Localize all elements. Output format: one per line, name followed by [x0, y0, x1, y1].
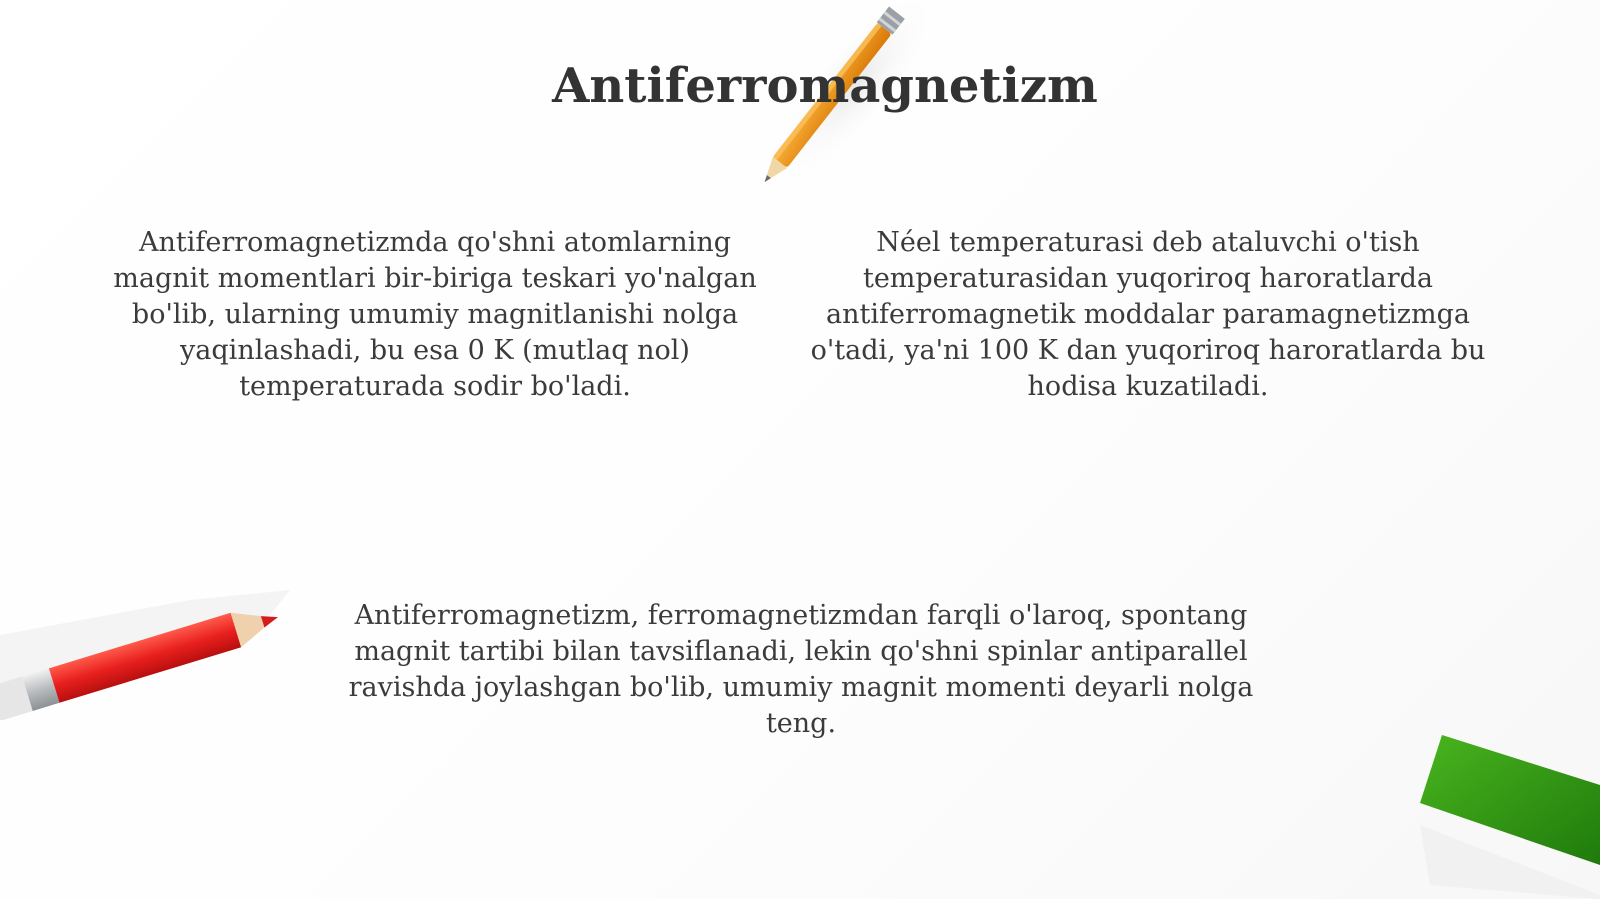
page-title: Antiferromagnetizm — [552, 58, 1098, 114]
paragraph-right: Néel temperaturasi deb ataluvchi o'tish temperaturasidan yuqoriroq haroratlarda antiferromagnetik moddalar paramagnetizmga o'tadi, ya'ni 100 K dan yuqoriroq haroratlarda bu hodisa kuzatiladi. — [810, 227, 1486, 402]
red-pencil-icon — [0, 580, 300, 720]
green-block-icon — [1420, 735, 1600, 899]
paragraph-left: Antiferromagnetizmda qo'shni atomlarning magnit momentlari bir-biriga teskari yo'nalgan bo'lib, ularning umumiy magnitlanishi nolga yaqinlashadi, bu esa 0 K (mutlaq nol) temperaturada sodir bo'ladi. — [113, 227, 757, 402]
paragraph-bottom: Antiferromagnetizm, ferromagnetizmdan farqli o'laroq, spontang magnit tartibi bilan tavsiflanadi, lekin qo'shni spinlar antiparallel ravishda joylashgan bo'lib, umumiy magnit momenti deyarli nolga teng. — [348, 600, 1254, 739]
